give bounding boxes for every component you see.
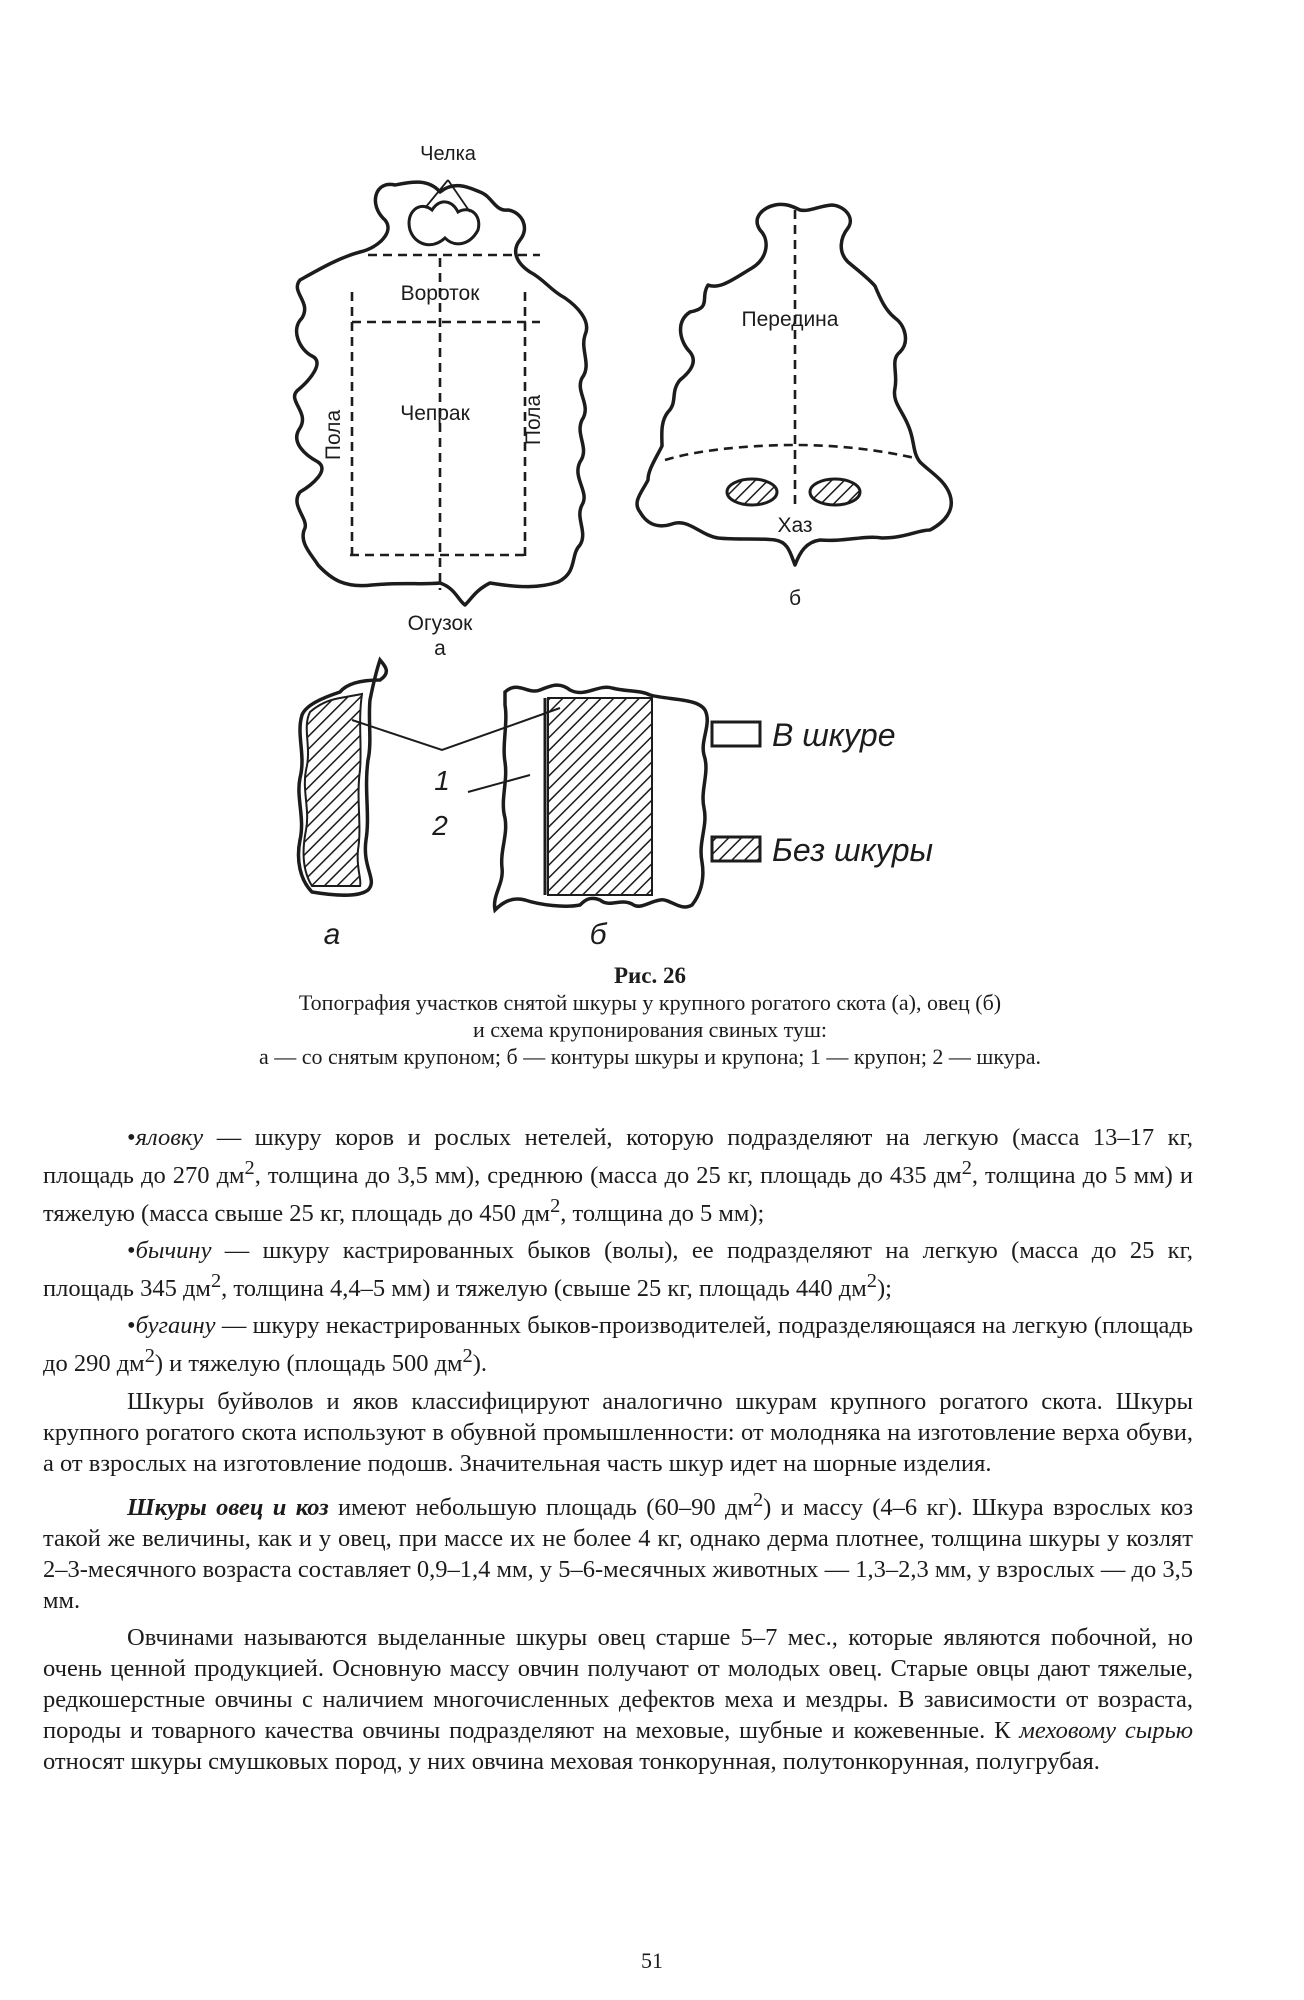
legend-swatch-empty <box>712 722 760 746</box>
label-pola-left: Пола <box>322 409 345 461</box>
term-bugaina: бугаину <box>135 1312 216 1340</box>
label-pola-right: Пола <box>522 394 545 446</box>
pig-croupon-diagram <box>299 660 934 951</box>
pig-section-a-hatch <box>304 694 362 886</box>
caption-line-2: и схема крупонирования свиных туш: <box>472 1017 828 1042</box>
legend-v-shkure: В шкуре <box>772 717 896 753</box>
label-1: 1 <box>434 765 450 796</box>
caption-line-1: Топография участков снятой шкуры у крупного рогатого скота (а), овец (б) <box>298 990 1002 1015</box>
caption-line-3: а — со снятым крупоном; б — контуры шкуры и крупона; 1 — крупон; 2 — шкура. <box>258 1044 1042 1069</box>
paragraph-sheep-goat: Шкуры овец и коз имеют небольшую площадь (60–90 $дм^2$) и массу (4–6 кг). Шкура взрослых коз такой же величины, как и у овец, при массе их не более 4 кг, однако дерма плотнее, толщина шкуры у козлят 2–3-месячного возраста составляет 0,9–1,4 мм, у 5–6-месячных животных — 1,3–2,3 мм, у взрослых — до 3,5 мм. <box>43 1488 1194 1614</box>
cattle-hide-diagram <box>295 143 587 660</box>
term-mekhovoe-syrye: меховому сырью <box>1019 1716 1193 1744</box>
figure-caption <box>150 962 1150 1070</box>
paragraph-bychina: •бычину — шкуру кастрированных быков (волы), ее подразделяют на легкую (масса до 25 кг, площадь 345 $дм^2$, толщина 4,4–5 мм) и тяжелую (свыше 25 кг, площадь 440 $дм^2$); <box>43 1237 1193 1303</box>
label-chepak: Чепрак <box>400 402 470 425</box>
legend-swatch-hatched <box>712 837 760 861</box>
body-text <box>43 1122 1193 1783</box>
term-sheep-goat: Шкуры овец и коз <box>127 1493 329 1521</box>
figure-26 <box>0 0 1304 960</box>
sheep-hatched-spot-left <box>727 479 777 505</box>
label-a-bottom: а <box>323 918 341 951</box>
label-oguzok: Огузок <box>407 612 473 635</box>
paragraph-ovchiny: Овчинами называются выделанные шкуры овец старше 5–7 мес., которые являются побочной, но очень ценной продукцией. Основную массу овчин получают от молодых овец. Старые овцы дают тяжелые, редкошерстные овчины с наличием многочисленных дефектов меха и мездры. В зависимости от возраста, породы и товарного качества овчины подразделяют на меховые, шубные и кожевенные. К меховому сырью относят шкуры смушковых пород, у них овчина меховая тонкорунная, полутонкорунная, полугрубая. <box>43 1623 1193 1775</box>
label-vorotok: Вороток <box>400 282 480 305</box>
legend-bez-shkury: Без шкуры <box>772 832 934 868</box>
label-a-top: а <box>434 637 446 660</box>
label-b-top: б <box>788 587 802 610</box>
label-peredina: Передина <box>741 308 839 331</box>
page-number: 51 <box>641 1948 663 1973</box>
sheep-hide-diagram <box>637 204 951 610</box>
pig-section-b-hatch <box>548 698 652 895</box>
label-2: 2 <box>432 810 448 841</box>
pig-leader-lines <box>352 708 560 792</box>
label-b-bottom: б <box>589 918 607 951</box>
caption-title: Рис. 26 <box>613 963 686 988</box>
term-yalovka: яловку <box>135 1124 204 1151</box>
term-bychina: бычину <box>135 1237 212 1265</box>
paragraph-bugaina: •бугаину — шкуру некастрированных быков-производителей, подразделяющаяся на легкую (площадь до 290 $дм^2$) и тяжелую (площадь 500 $дм^2$). <box>43 1312 1193 1378</box>
sheep-dashed-lines <box>665 210 915 505</box>
sheep-hatched-spot-right <box>810 479 860 505</box>
label-chelka: Челка <box>420 143 476 165</box>
label-khaz: Хаз <box>777 514 813 537</box>
paragraph-buffalo: Шкуры буйволов и яков классифицируют аналогично шкурам крупного рогатого скота. Шкуры крупного рогатого скота используют в обувной промышленности: от молодняка на изготовление верха обуви, а от взрослых на изготовление подошв. Значительная часть шкур идет на шорные изделия. <box>43 1387 1193 1477</box>
paragraph-yalovka: •яловку — шкуру коров и рослых нетелей, которую подразделяют на легкую (масса 13–17 кг, площадь до 270 $дм^2$, толщина до 3,5 мм), среднюю (масса до 25 кг, площадь до 435 $дм^2$, толщина до 5 мм) и тяжелую (масса свыше 25 кг, площадь до 450 $дм^2$, толщина до 5 мм); <box>43 1124 1193 1228</box>
